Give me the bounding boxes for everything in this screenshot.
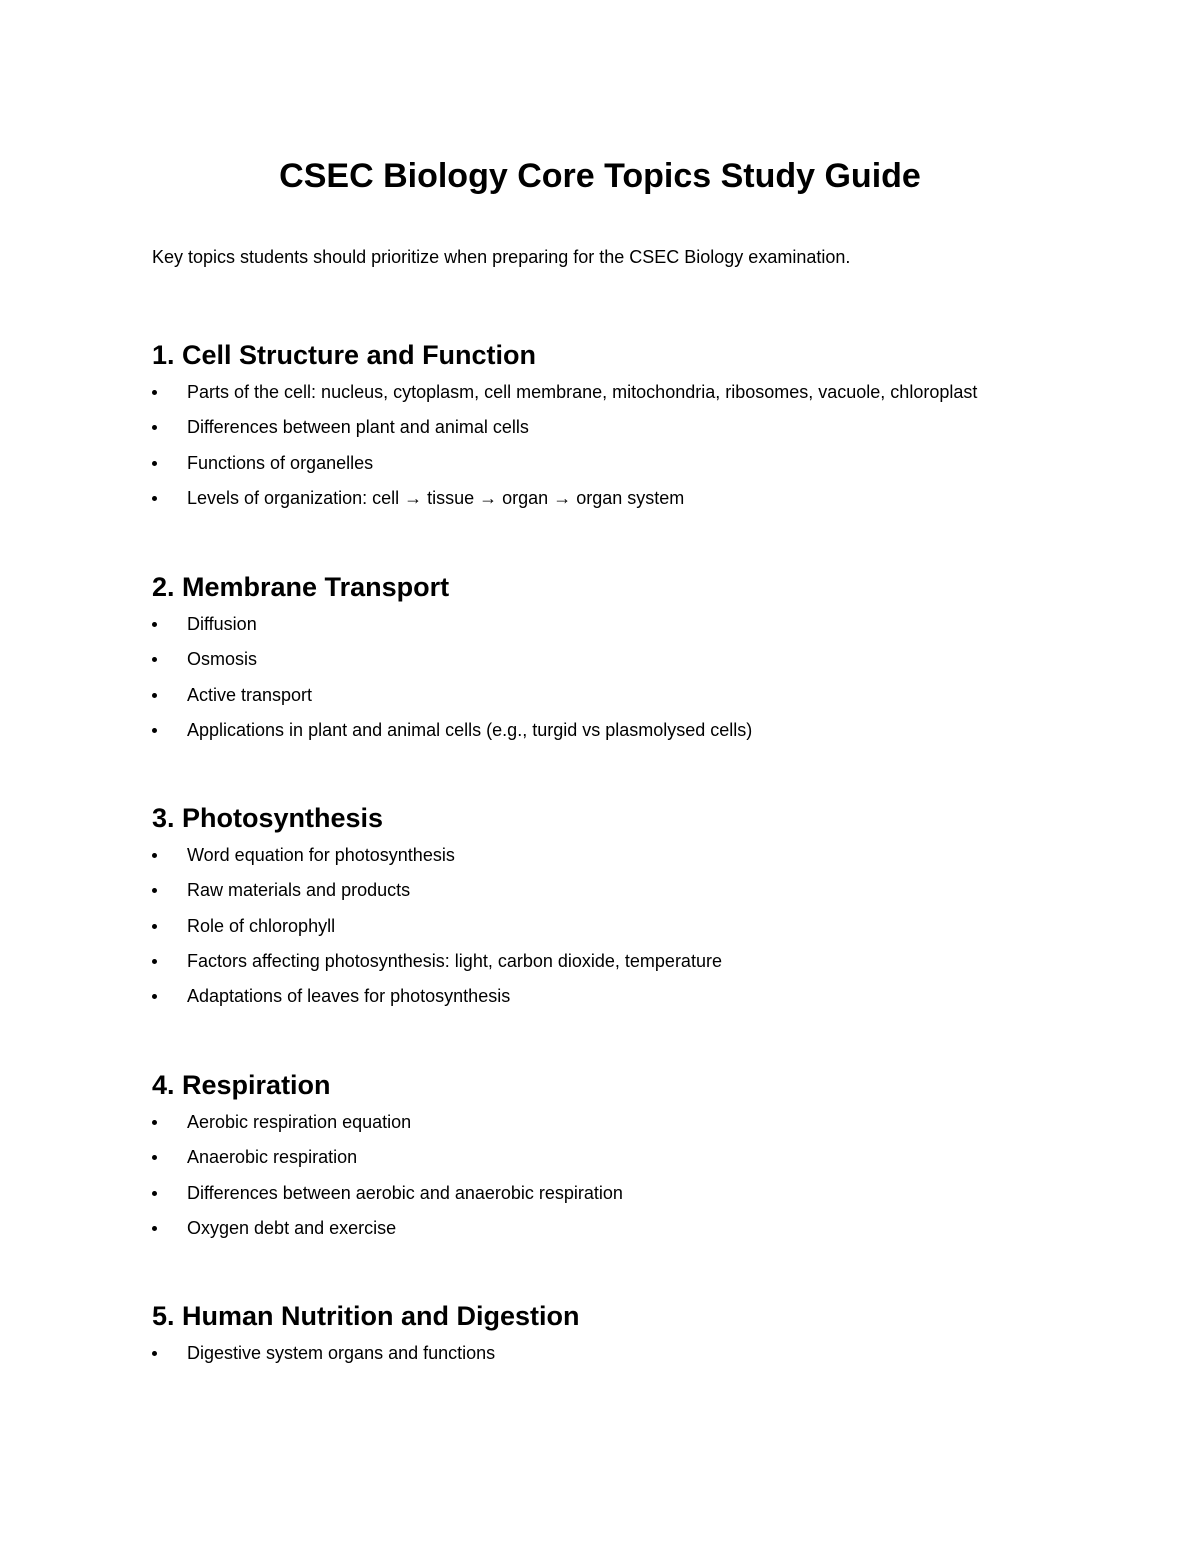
list-item-text: Differences between plant and animal cells <box>187 417 529 438</box>
list-item <box>152 1110 1152 1145</box>
list-item <box>152 878 1152 913</box>
topic-list <box>152 380 1152 521</box>
list-item-text: Diffusion <box>187 614 257 634</box>
list-item-text: Aerobic respiration equation <box>187 1112 412 1132</box>
list-item-text: Word equation for photosynthesis <box>187 845 455 865</box>
section-heading: 4. Respiration <box>152 1070 331 1100</box>
bullet-icon <box>152 1155 157 1160</box>
list-item <box>152 914 1152 949</box>
list-item-text: Role of chlorophyll <box>187 915 336 936</box>
list-item-text: Factors affecting photosynthesis: light, carbon dioxide, temperature <box>187 950 722 971</box>
list-item <box>152 949 1152 984</box>
intro-paragraph: Key topics students should prioritize when preparing for the CSEC Biology examination. <box>152 247 851 267</box>
section-heading: 3. Photosynthesis <box>152 803 384 833</box>
list-item-text: Digestive system organs and functions <box>187 1343 496 1363</box>
bullet-icon <box>152 853 157 858</box>
list-item-text: Oxygen debt and exercise <box>187 1217 397 1238</box>
list-item <box>152 1216 1152 1251</box>
list-item-text: Levels of organization: cell → tissue → organ → organ system <box>187 487 685 508</box>
list-item <box>152 647 1152 682</box>
list-item <box>152 843 1152 878</box>
topic-list <box>152 612 1152 753</box>
list-item <box>152 1145 1152 1180</box>
list-item-text: Raw materials and products <box>187 880 411 901</box>
list-item <box>152 380 1152 415</box>
list-item <box>152 1341 1152 1376</box>
bullet-icon <box>152 622 157 627</box>
bullet-icon <box>152 888 157 893</box>
list-item-text: Functions of organelles <box>187 452 374 473</box>
bullet-icon <box>152 994 157 999</box>
topic-list <box>152 1110 1152 1251</box>
list-item-text: Osmosis <box>187 649 258 670</box>
section-cell-structure <box>152 338 1152 521</box>
list-item <box>152 451 1152 486</box>
section-heading: 2. Membrane Transport <box>152 572 450 602</box>
bullet-icon <box>152 1191 157 1196</box>
bullet-icon <box>152 959 157 964</box>
bullet-icon <box>152 693 157 698</box>
list-item <box>152 612 1152 647</box>
section-heading: 1. Cell Structure and Function <box>152 340 537 370</box>
bullet-icon <box>152 728 157 733</box>
section-human-nutrition <box>152 1299 1152 1376</box>
list-item <box>152 984 1152 1019</box>
section-photosynthesis <box>152 801 1152 1019</box>
list-item-text: Anaerobic respiration <box>187 1147 358 1168</box>
bullet-icon <box>152 657 157 662</box>
bullet-icon <box>152 924 157 929</box>
bullet-icon <box>152 461 157 466</box>
list-item-text: Active transport <box>187 684 313 705</box>
bullet-icon <box>152 425 157 430</box>
bullet-icon <box>152 1351 157 1356</box>
list-item <box>152 718 1152 753</box>
bullet-icon <box>152 496 157 501</box>
section-membrane-transport <box>152 570 1152 753</box>
bullet-icon <box>152 390 157 395</box>
list-item-text: Differences between aerobic and anaerobic respiration <box>187 1182 623 1203</box>
section-heading: 5. Human Nutrition and Digestion <box>152 1301 580 1331</box>
bullet-icon <box>152 1226 157 1231</box>
list-item-text: Adaptations of leaves for photosynthesis <box>187 986 511 1007</box>
list-item-text: Applications in plant and animal cells (e.g., turgid vs plasmolysed cells) <box>187 719 753 740</box>
list-item <box>152 415 1152 450</box>
page-title: CSEC Biology Core Topics Study Guide <box>279 157 921 195</box>
list-item <box>152 1181 1152 1216</box>
list-item-text: Parts of the cell: nucleus, cytoplasm, cell membrane, mitochondria, ribosomes, vacuole, chloroplast <box>187 382 978 402</box>
topic-list <box>152 843 1152 1019</box>
topic-list <box>152 1341 1152 1376</box>
list-item <box>152 486 1152 521</box>
section-respiration <box>152 1068 1152 1251</box>
bullet-icon <box>152 1120 157 1125</box>
list-item <box>152 683 1152 718</box>
